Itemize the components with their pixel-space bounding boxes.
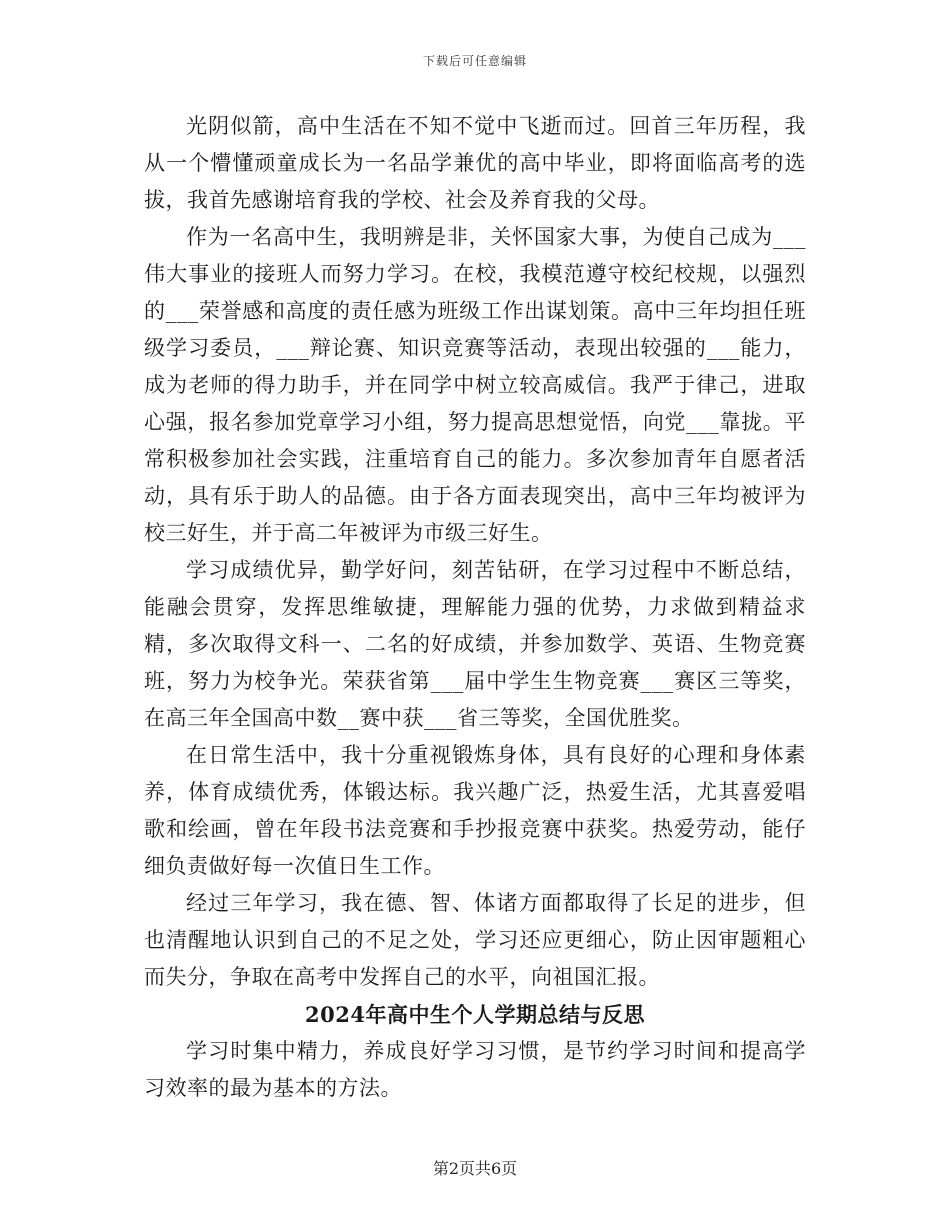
page-number: 第2页共6页: [432, 1159, 518, 1178]
section-title: 2024年高中生个人学期总结与反思: [305, 1002, 645, 1027]
document-body: [144, 108, 806, 1107]
page-header: 下载后可任意编辑: [422, 54, 527, 68]
paragraph-study-habits: 学习时集中精力，养成良好学习习惯，是节约学习时间和提高学习效率的最为基本的方法。: [144, 1039, 806, 1100]
paragraph-academics: 学习成绩优异，勤学好问，刻苦钻研，在学习过程中不断总结，能融会贯穿，发挥思维敏捷，理解能力强的优势，力求做到精益求精，多次取得文科一、二名的好成绩，并参加数学、英语、生物竞赛班，努力为校争光。荣获省第___届中学生生物竞赛___赛区三等奖，在高三年全国高中数__赛中获___省三等奖，全国优胜奖。: [144, 558, 806, 730]
paragraph-conduct: 作为一名高中生，我明辨是非，关怀国家大事，为使自己成为___伟大事业的接班人而努力学习。在校，我模范遵守校纪校规，以强烈的___荣誉感和高度的责任感为班级工作出谋划策。高中三年均担任班级学习委员，___辩论赛、知识竞赛等活动，表现出较强的___能力，成为老师的得力助手，并在同学中树立较高威信。我严于律己，进取心强，报名参加党章学习小组，努力提高思想觉悟，向党___靠拢。平常积极参加社会实践，注重培育自己的能力。多次参加青年自愿者活动，具有乐于助人的品德。由于各方面表现突出，高中三年均被评为校三好生，并于高二年被评为市级三好生。: [144, 225, 806, 545]
paragraph-intro: 光阴似箭，高中生活在不知不觉中飞逝而过。回首三年历程，我从一个懵懂顽童成长为一名品学兼优的高中毕业，即将面临高考的选拔，我首先感谢培育我的学校、社会及养育我的父母。: [144, 114, 806, 212]
paragraph-conclusion: 经过三年学习，我在德、智、体诸方面都取得了长足的进步，但也清醒地认识到自己的不足之处，学习还应更细心，防止因审题粗心而失分，争取在高考中发挥自己的水平，向祖国汇报。: [144, 891, 806, 989]
paragraph-daily-life: 在日常生活中，我十分重视锻炼身体，具有良好的心理和身体素养，体育成绩优秀，体锻达标。我兴趣广泛，热爱生活，尤其喜爱唱歌和绘画，曾在年段书法竞赛和手抄报竞赛中获奖。热爱劳动，能仔细负责做好每一次值日生工作。: [144, 743, 806, 878]
